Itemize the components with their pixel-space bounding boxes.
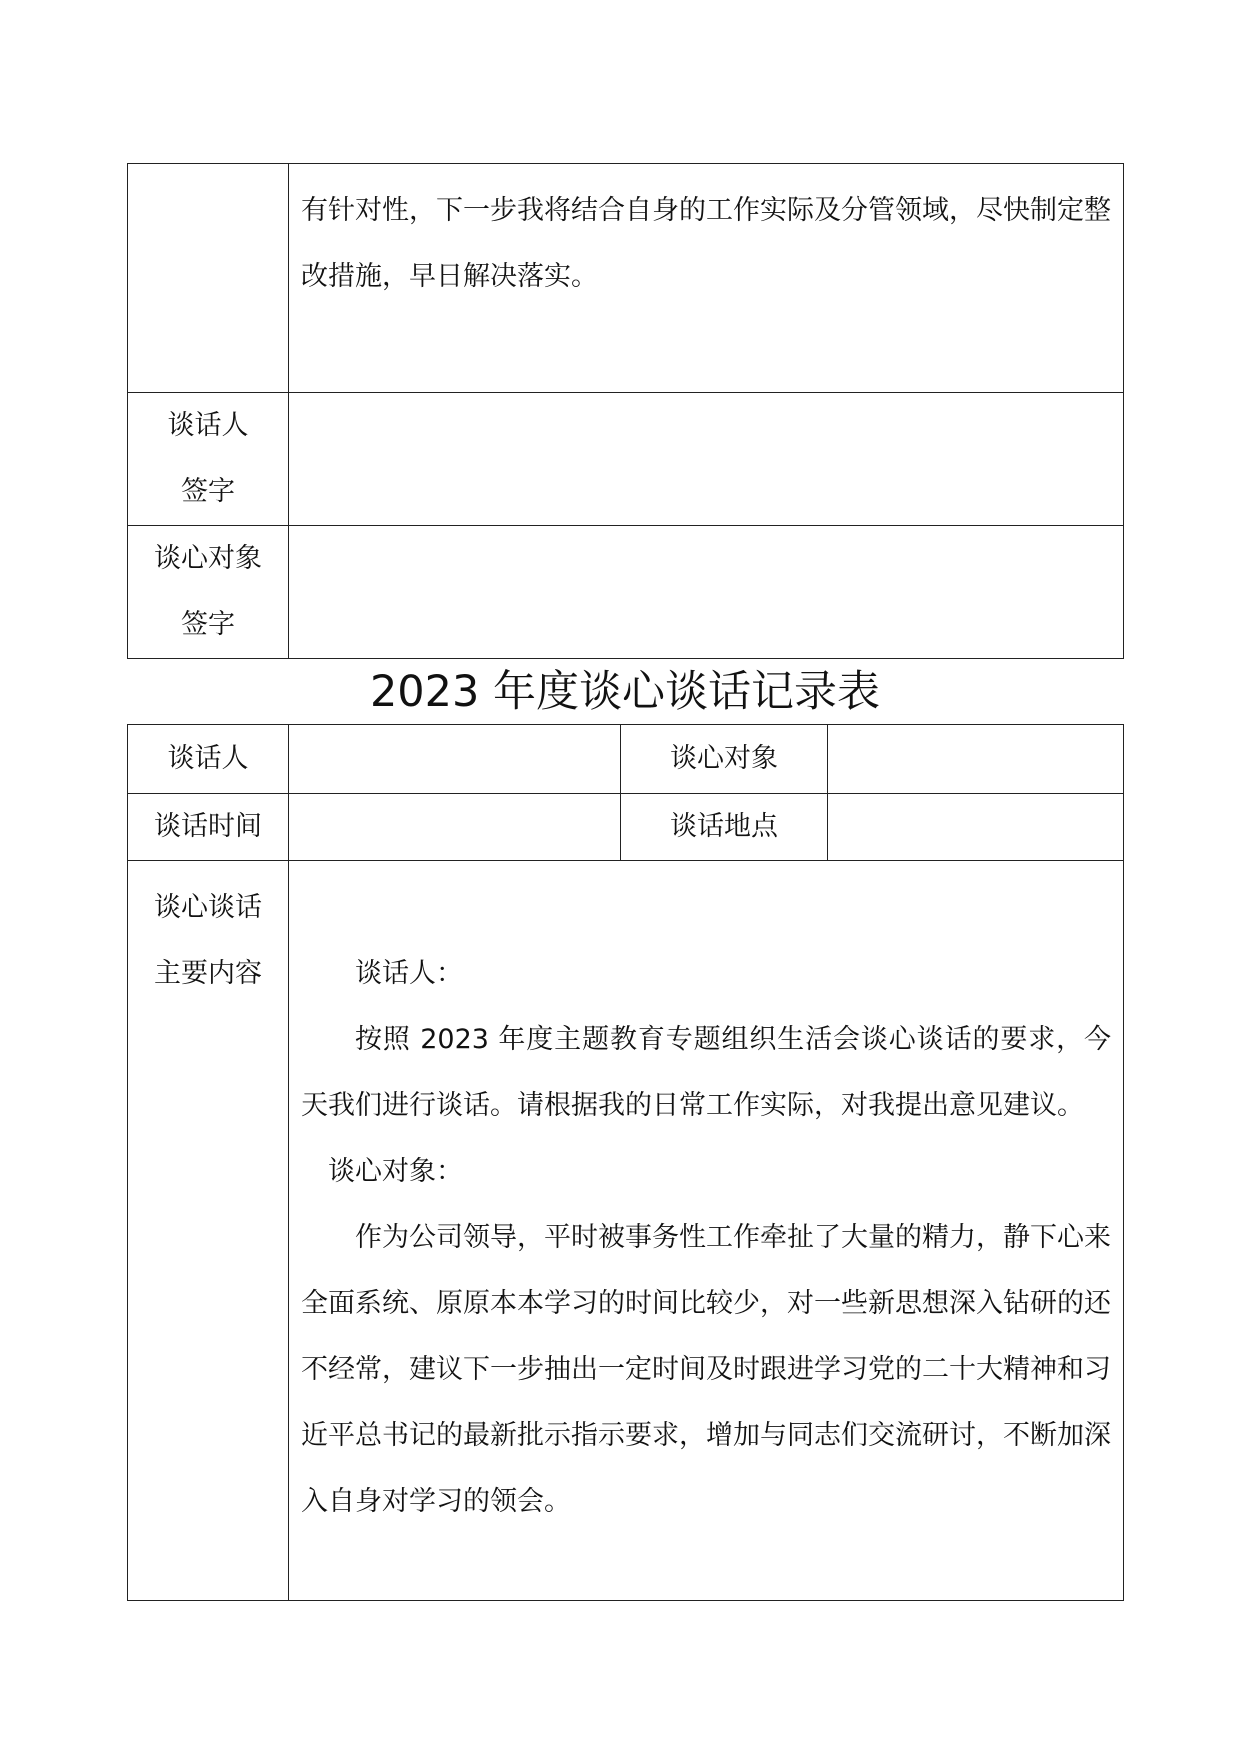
previous-record-table xyxy=(127,163,1124,659)
document-title: 2023 年度谈心谈话记录表 xyxy=(369,667,881,717)
content-label-line2: 主要内容 xyxy=(154,958,262,989)
subject-signature-label-line1: 谈心对象 xyxy=(154,543,262,574)
content-label-line1: 谈心谈话 xyxy=(154,892,262,923)
talker-heading: 谈话人： xyxy=(355,958,463,989)
continued-content-text: 有针对性，下一步我将结合自身的工作实际及分管领域，尽快制定整改措施，早日解决落实。 xyxy=(301,195,1111,292)
talker-signature-label-line1: 谈话人 xyxy=(167,410,249,441)
talker-field[interactable] xyxy=(289,725,621,794)
talker-signature-label xyxy=(128,393,289,526)
continued-content-cell xyxy=(289,164,1124,393)
subject-field[interactable] xyxy=(828,725,1124,794)
time-field[interactable] xyxy=(289,794,621,861)
place-field[interactable] xyxy=(828,794,1124,861)
talker-label: 谈话人 xyxy=(128,725,289,794)
subject-label: 谈心对象 xyxy=(621,725,828,794)
talker-statement: 按照 2023 年度主题教育专题组织生活会谈心谈话的要求，今天我们进行谈话。请根据我的日常工作实际，对我提出意见建议。 xyxy=(301,1024,1111,1121)
talker-signature-field[interactable] xyxy=(289,393,1124,526)
talker-signature-label-line2: 签字 xyxy=(181,476,235,507)
subject-signature-field[interactable] xyxy=(289,526,1124,659)
time-label: 谈话时间 xyxy=(128,794,289,861)
subject-signature-label xyxy=(128,526,289,659)
talk-record-table xyxy=(127,724,1124,1601)
empty-label-cell xyxy=(128,164,289,393)
content-cell xyxy=(289,861,1124,1601)
content-label xyxy=(128,861,289,1601)
subject-signature-label-line2: 签字 xyxy=(181,609,235,640)
subject-heading: 谈心对象： xyxy=(328,1156,463,1187)
place-label: 谈话地点 xyxy=(621,794,828,861)
subject-statement: 作为公司领导，平时被事务性工作牵扯了大量的精力，静下心来全面系统、原原本本学习的时间比较少，对一些新思想深入钻研的还不经常，建议下一步抽出一定时间及时跟进学习党的二十大精神和习近平总书记的最新批示指示要求，增加与同志们交流研讨，不断加深入自身对学习的领会。 xyxy=(301,1222,1111,1517)
